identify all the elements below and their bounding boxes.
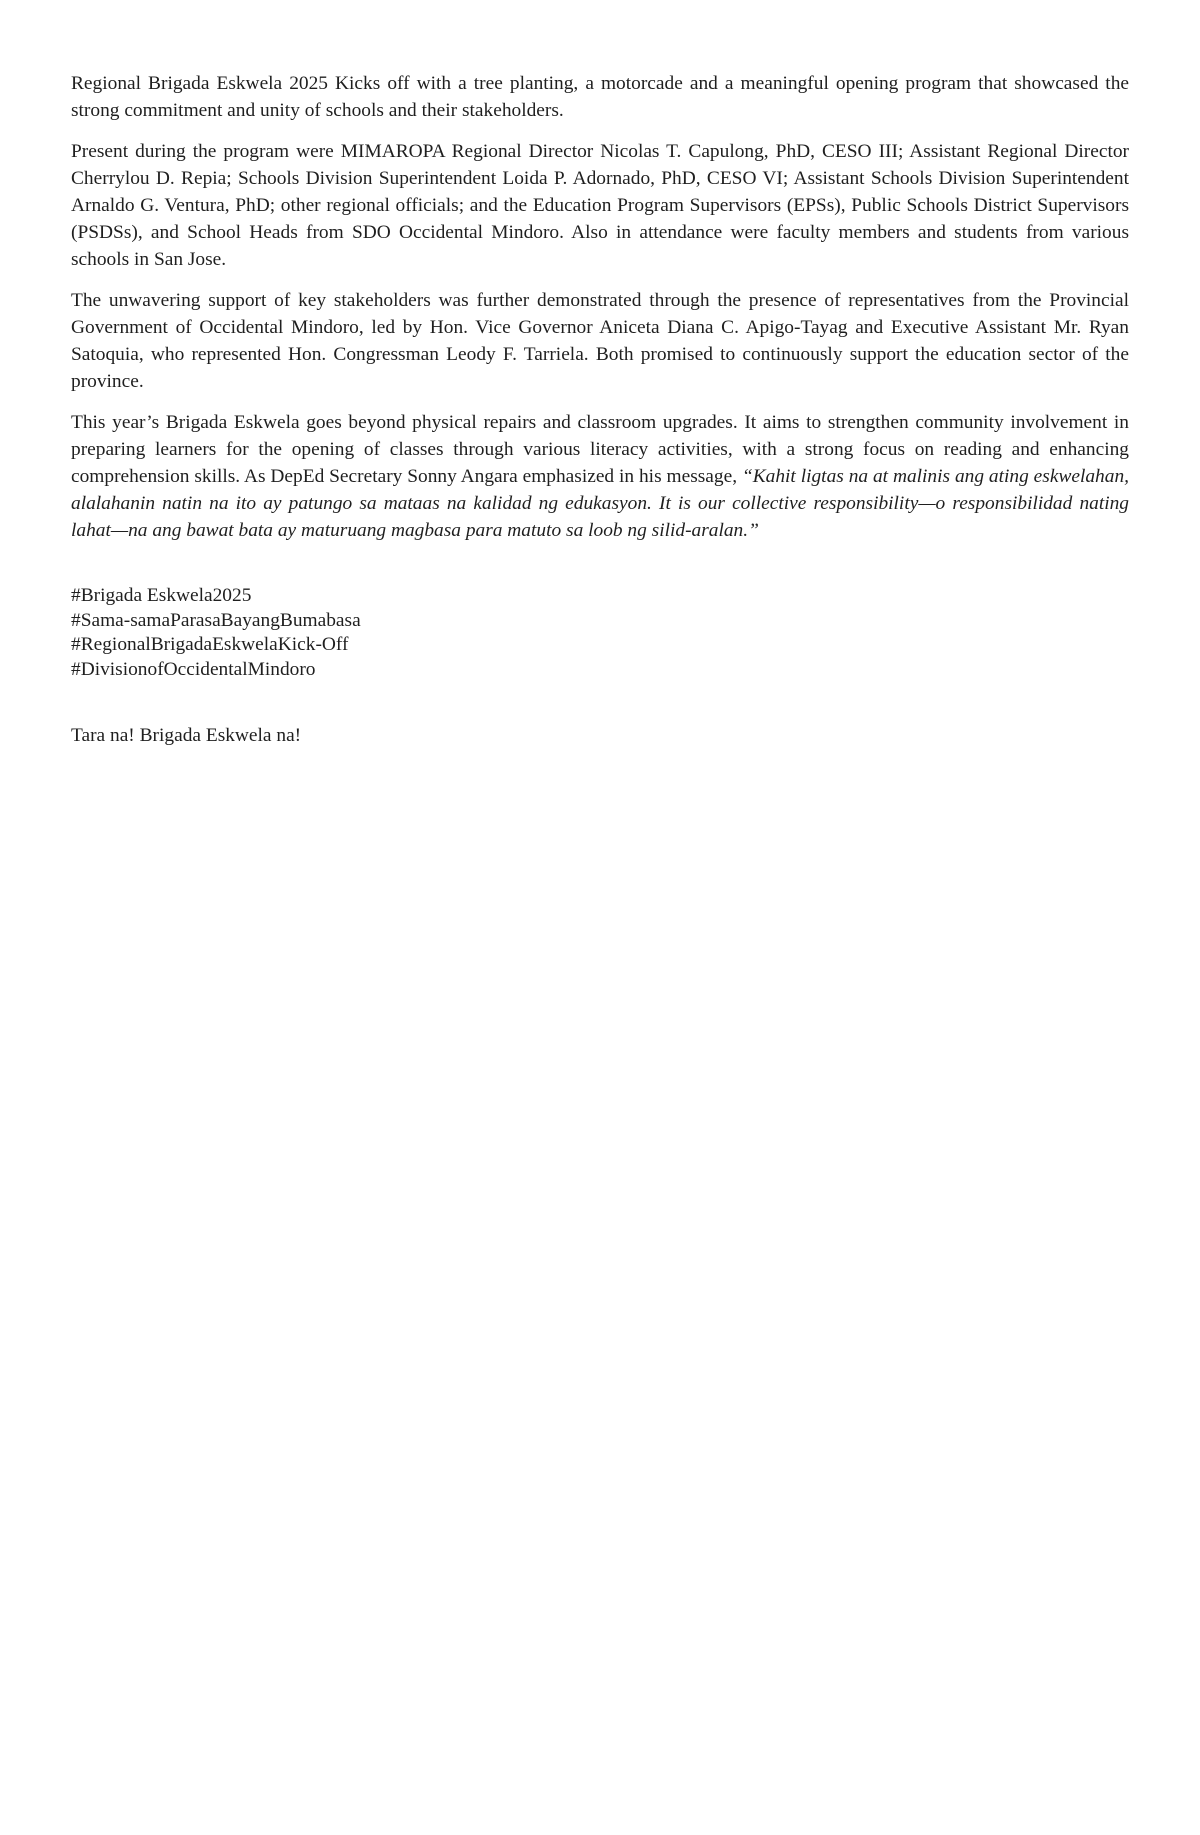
hashtag: #RegionalBrigadaEskwelaKick-Off <box>71 634 349 655</box>
paragraph-stakeholders: The unwavering support of key stakeholders was further demonstrated through the presence of representatives from the Provincial Government of Occidental Mindoro, led by Hon. Vice Governor Aniceta Diana C. Apigo-Tayag and Executive Assistant Mr. Ryan Satoquia, who represented Hon. Congressman Leody F. Tarriela. Both promised to continuously support the education sector of the province. <box>71 290 1129 392</box>
closing-line: Tara na! Brigada Eskwela na! <box>71 725 302 746</box>
hashtag: #DivisionofOccidentalMindoro <box>71 658 316 680</box>
hashtag: #Brigada Eskwela2025 <box>71 585 252 606</box>
paragraph-brigada-goals <box>71 409 1129 544</box>
secretary-quote: “Kahit ligtas na at malinis ang ating eskwelahan, alalahanin natin na ito ay patungo sa mataas na kalidad ng edukasyon. It is our collective responsibility—o responsibilidad nating lahat—na ang bawat bata ay maturuang magbasa para matuto sa loob ng silid-aralan.” <box>71 466 1129 541</box>
hashtag: #Sama-samaParasaBayangBumabasa <box>71 609 361 631</box>
hashtag-list <box>71 584 1129 682</box>
paragraph-attendees: Present during the program were MIMAROPA Regional Director Nicolas T. Capulong, PhD, CESO III; Assistant Regional Director Cherrylou D. Repia; Schools Division Superintendent Loida P. Adornado, PhD, CESO VI; Assistant Schools Division Superintendent Arnaldo G. Ventura, PhD; other regional officials; and the Education Program Supervisors (EPSs), Public Schools District Supervisors (PSDSs), and School Heads from SDO Occidental Mindoro. Also in attendance were faculty members and students from various schools in San Jose. <box>71 141 1129 270</box>
paragraph-goals-text: This year’s Brigada Eskwela goes beyond physical repairs and classroom upgrades. It aims to strengthen community involvement in preparing learners for the opening of classes through various literacy activities, with a strong focus on reading and enhancing comprehension skills. As DepEd Secretary Sonny Angara emphasized in his message, <box>71 412 1129 487</box>
paragraph-intro: Regional Brigada Eskwela 2025 Kicks off with a tree planting, a motorcade and a meaningful opening program that showcased the strong commitment and unity of schools and their stakeholders. <box>71 73 1129 121</box>
document-page <box>71 70 1129 749</box>
